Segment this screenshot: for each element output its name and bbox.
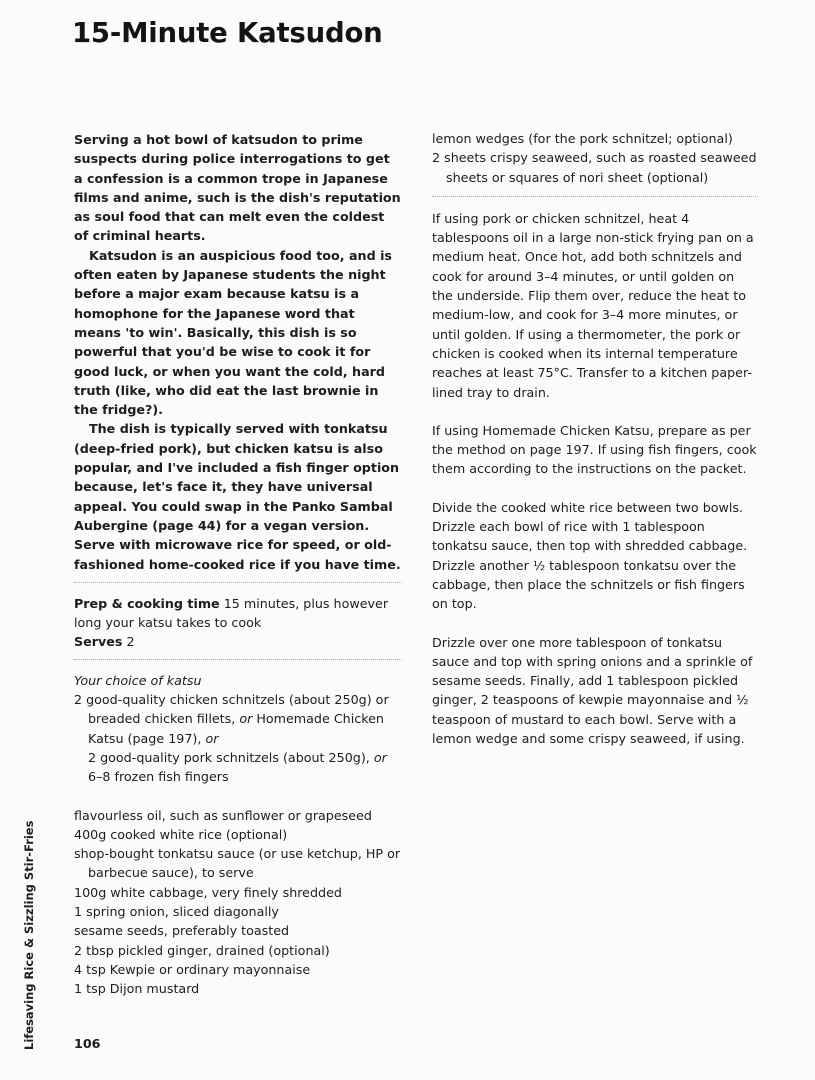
intro-paragraph: Serving a hot bowl of katsudon to prime suspects during police interrogations to get a confession is a common trope in Japanese films and anime, such is the dish's reputation as soul food that can melt even the coldest of criminal hearts. — [74, 132, 401, 244]
ingredient-item: 2 tbsp pickled ginger, drained (optional) — [74, 942, 330, 958]
serves-value: 2 — [122, 634, 135, 650]
ingredient-or: or — [373, 749, 387, 765]
serves — [74, 632, 402, 651]
ingredient-or: or — [205, 730, 219, 746]
ingredient-item: shop-bought tonkatsu sauce (or use ketchup, HP or barbecue sauce), to serve — [74, 846, 401, 881]
prep-time — [74, 594, 402, 633]
ingredient-item: lemon wedges (for the pork schnitzel; optional) — [432, 131, 733, 146]
intro-paragraph: The dish is typically served with tonkatsu (deep-fried pork), but chicken katsu is also popular, and I've included a fish finger option because, let's face it, they have universal appeal. You could swap in the Panko Sambal Aubergine (page 44) for a vegan version. Serve with microwave rice for speed, or old-fashioned home-cooked rice if you have time. — [74, 421, 401, 572]
left-column — [74, 130, 402, 998]
intro-paragraph: Katsudon is an auspicious food too, and is often eaten by Japanese students the night before a major exam because katsu is a homophone for the Japanese word that means 'to win'. Basically, this dish is so powerful that you'd be wise to cook it for good luck, or when you want the cold, hard truth (like, who did eat the last brownie in the fridge?). — [74, 247, 392, 418]
ingredient-item: 2 sheets crispy seaweed, such as roasted seaweed sheets or squares of nori sheet (optional) — [432, 150, 757, 185]
ingredient-text: 2 good-quality chicken schnitzels (about 250g) or breaded chicken fillets, — [74, 692, 389, 727]
method-steps — [432, 209, 758, 748]
method-step: If using Homemade Chicken Katsu, prepare as per the method on page 197. If using fish fingers, cook them according to the instructions on the packet. — [432, 422, 757, 477]
ingredient-item: sesame seeds, preferably toasted — [74, 923, 290, 939]
prep-time-label: Prep & cooking time — [74, 595, 220, 611]
ingredient-item: flavourless oil, such as sunflower or grapeseed — [74, 807, 372, 823]
serves-label: Serves — [74, 634, 123, 650]
ingredient-item: 100g white cabbage, very finely shredded — [74, 884, 342, 900]
ingredient-or: or — [239, 711, 253, 727]
page-number: 106 — [74, 1036, 101, 1051]
ingredients-list — [74, 671, 402, 999]
ingredient-text: 6–8 frozen fish fingers — [88, 769, 229, 785]
ingredient-item: 1 tsp Dijon mustard — [74, 981, 200, 997]
ingredient-item: 4 tsp Kewpie or ordinary mayonnaise — [74, 961, 311, 977]
method-step: Divide the cooked white rice between two bowls. Drizzle each bowl of rice with 1 tablespoon tonkatsu sauce, then top with shredded cabbage. Drizzle another ½ tablespoon tonkatsu over the cabbage, then place the schnitzels or fish fingers on top. — [432, 499, 748, 612]
recipe-meta — [74, 583, 402, 659]
method-step: If using pork or chicken schnitzel, heat 4 tablespoons oil in a large non-stick frying pan on a medium heat. Once hot, add both schnitzels and cook for around 3–4 minutes, or until golden on the underside. Flip them over, reduce the heat to medium-low, and cook for 3–4 more minutes, or until golden. If using a thermometer, the pork or chicken is cooked when its internal temperature reaches at least 75°C. Transfer to a kitchen paper-lined tray to drain. — [432, 210, 754, 400]
divider — [74, 659, 402, 660]
right-column — [432, 129, 758, 767]
divider — [432, 196, 758, 197]
ingredient-item — [74, 748, 402, 787]
recipe-intro — [74, 130, 402, 574]
ingredient-item: 1 spring onion, sliced diagonally — [74, 903, 279, 919]
ingredient-text: Homemade Chicken Katsu (page 197), — [88, 711, 384, 746]
ingredient-text: 2 good-quality pork schnitzels (about 250g), — [88, 749, 374, 765]
katsu-subheading: Your choice of katsu — [74, 672, 202, 688]
ingredient-item: 400g cooked white rice (optional) — [74, 826, 288, 842]
method-step: Drizzle over one more tablespoon of tonkatsu sauce and top with spring onions and a sprinkle of sesame seeds. Finally, add 1 tablespoon pickled ginger, 2 teaspoons of kewpie mayonnaise and ½ teaspoon of mustard to each bowl. Serve with a lemon wedge and some crispy seaweed, if using. — [432, 634, 753, 747]
recipe-title: 15-Minute Katsudon — [72, 17, 383, 49]
ingredient-item — [74, 690, 402, 748]
section-title: Lifesaving Rice & Sizzling Stir-Fries — [22, 820, 36, 1050]
spacer — [74, 787, 402, 806]
prep-time-value: 15 minutes, plus however long your katsu takes to cook — [74, 595, 389, 631]
